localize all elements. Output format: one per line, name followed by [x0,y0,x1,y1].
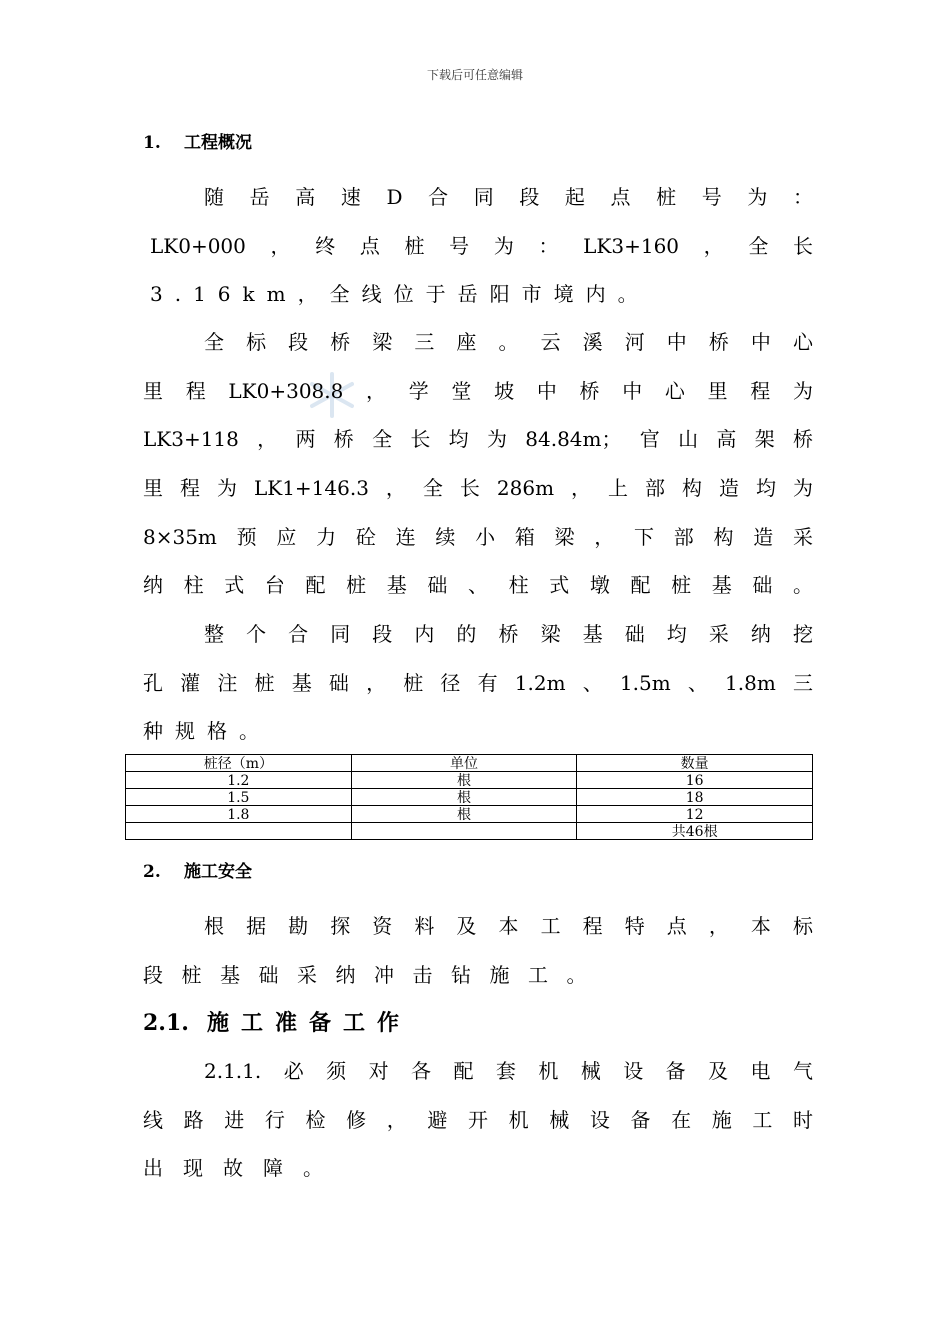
text-line: 纳柱式台配桩基础、柱式墩配桩基础。 [143,573,813,598]
text-line: 里程LK0+308.8，学堂坡中桥中心里程为 [143,378,813,403]
text-line: 2.1.1.必须对各配套机械设备及电气 [204,1059,813,1083]
table-row [126,806,813,823]
table-cell: 1.2 [126,772,352,789]
section-number: 2.1. [143,1010,189,1036]
text-line: 根据勘探资料及本工程特点，本标 [204,914,813,938]
table-cell: 共46根 [577,823,813,840]
table-cell: 1.5 [126,789,352,806]
table-cell: 根 [351,789,577,806]
table-cell [126,823,352,840]
table-cell: 12 [577,806,813,823]
text-line: 线路进行检修，避开机械设备在施工时 [143,1107,813,1132]
table-cell: 根 [351,772,577,789]
text-line: 随岳高速D合同段起点桩号为： [204,185,813,209]
table-cell: 18 [577,789,813,806]
column-header: 数量 [577,755,813,772]
table-cell [351,823,577,840]
text-line: 种规格。 [143,719,271,744]
section-title: 工程概况 [184,133,252,153]
section-1-heading [143,128,252,153]
table-cell: 16 [577,772,813,789]
section-number: 2. [143,862,161,882]
page-header: 下载后可任意编辑 [426,68,523,82]
section-title: 施工安全 [184,862,252,882]
text-line: LK3+118，两桥全长均为84.84m；官山高架桥 [143,427,813,452]
text-line: LK0+000，终点桩号为：LK3+160，全长 [150,233,813,258]
text-line: 出现故障。 [143,1156,343,1181]
table-header-row [126,755,813,772]
table-cell: 根 [351,806,577,823]
column-header: 单位 [351,755,577,772]
section-2-1-heading [143,1006,411,1037]
section-1-paragraph-1 [143,173,813,319]
section-1-paragraph-2 [143,318,813,610]
section-2-1-paragraph-1 [143,1047,813,1193]
section-1-paragraph-3 [143,610,813,756]
text-line: 全标段桥梁三座。云溪河中桥中心 [204,330,813,354]
text-line: 3.16km，全线位于岳阳市境内。 [150,282,650,307]
text-line: 段桩基础采纳冲击钻施工。 [143,962,605,987]
table-row [126,789,813,806]
table-row [126,772,813,789]
section-2-paragraph-1 [143,902,813,999]
text-line: 孔灌注桩基础，桩径有1.2m、1.5m、1.8m三 [143,670,813,695]
text-line: 8×35m预应力砼连续小箱梁，下部构造采 [143,524,813,549]
column-header: 桩径（m） [126,755,352,772]
section-2-heading [143,857,252,882]
section-number: 1. [143,133,161,153]
text-line: 里程为LK1+146.3，全长286m，上部构造均为 [143,476,813,501]
pile-diameter-table [125,754,813,840]
table-total-row [126,823,813,840]
table-cell: 1.8 [126,806,352,823]
section-title: 施工准备工作 [206,1010,411,1036]
text-line: 整个合同段内的桥梁基础均采纳挖 [204,622,813,646]
